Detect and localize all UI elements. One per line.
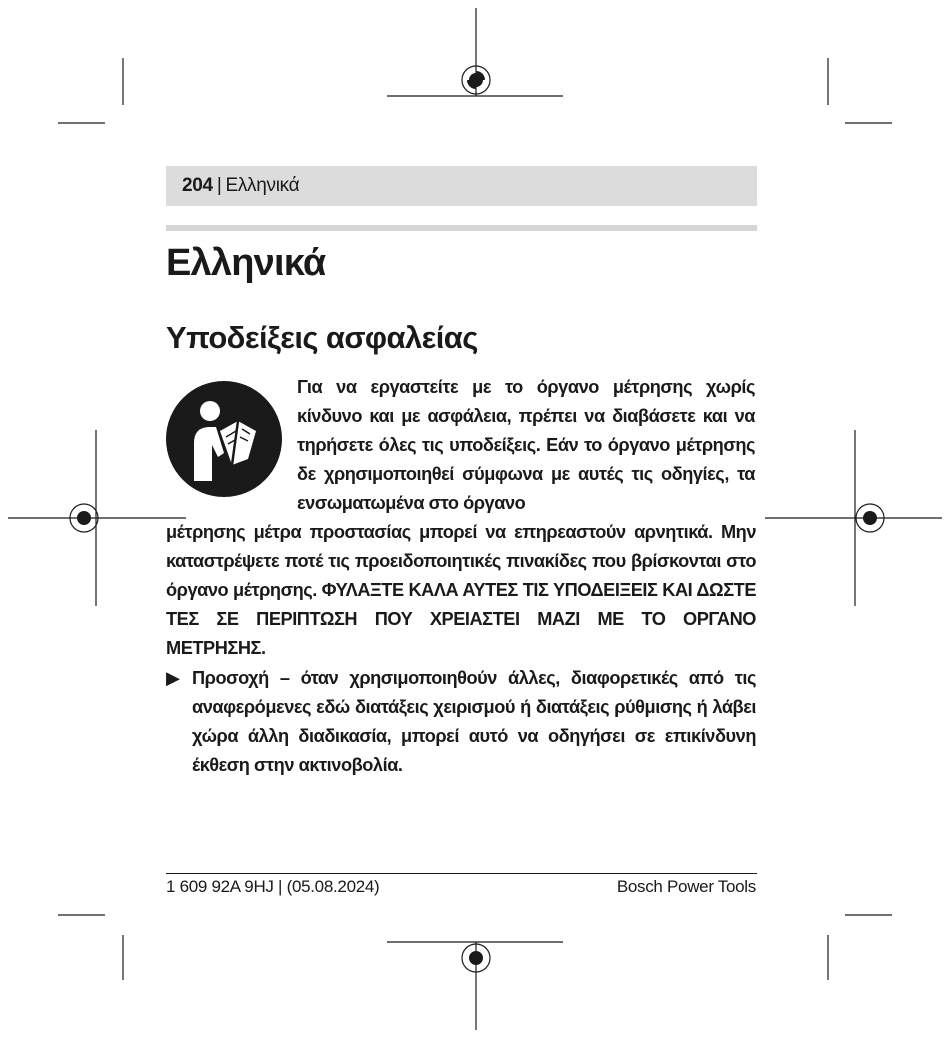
- header-language: Ελληνικά: [225, 175, 300, 196]
- footer-brand: Bosch Power Tools: [616, 877, 756, 896]
- header-separator: |: [216, 175, 222, 196]
- footer-doc-id: 1 609 92A 9HJ | (05.08.2024): [166, 877, 380, 896]
- warning-bullet: [166, 664, 756, 780]
- page-title: Ελληνικά: [166, 242, 326, 284]
- title-divider: [166, 225, 757, 231]
- footer-divider: [166, 873, 757, 874]
- intro-text-wrapped: Για να εργαστείτε με το όργανο μέτρησης χωρίς κίνδυνο και με ασφάλεια, πρέπει να διαβάσετε και να τηρήσετε όλες τις υποδείξεις. Εάν το όργανο μέτρησης δε χρησιμοποιηθεί σύμφωνα με αυτές τις οδηγίες, τα ενσωματωμένα στο όργανο: [297, 377, 755, 513]
- intro-paragraph-wrapped: [297, 373, 755, 518]
- bullet-text: Προσοχή – όταν χρησιμοποιηθούν άλλες, διαφορετικές από τις αναφερόμενες εδώ διατάξεις χειρισμού ή διατάξεις ρύθμισης ή λάβει χώρα άλλη διαδικασία, μπορεί αυτό να οδηγήσει σε επικίνδυνη έκθεση στην ακτινοβολία.: [192, 668, 756, 775]
- intro-text-full: μέτρησης μέτρα προστασίας μπορεί να επηρεαστούν αρνητικά. Μην καταστρέψετε ποτέ τις προειδοποιητικές πινακίδες που βρίσκονται στο όργανο μέτρησης. ΦΥΛΑΞΤΕ ΚΑΛΑ ΑΥΤΕΣ ΤΙΣ ΥΠΟΔΕΙΞΕΙΣ ΚΑΙ ΔΩΣΤΕ ΤΕΣ ΣΕ ΠΕΡΙΠΤΩΣΗ ΠΟΥ ΧΡΕΙΑΣΤΕΙ ΜΑΖΙ ΜΕ ΤΟ ΟΡΓΑΝΟ ΜΕΤΡΗΣΗΣ.: [166, 522, 756, 658]
- page-header: [166, 166, 757, 206]
- section-title: Υποδείξεις ασφαλείας: [166, 320, 478, 355]
- intro-paragraph-full: [166, 518, 756, 663]
- read-manual-icon: [166, 381, 282, 497]
- bullet-triangle-icon: ▶: [166, 668, 180, 688]
- page-number: 204: [182, 175, 213, 196]
